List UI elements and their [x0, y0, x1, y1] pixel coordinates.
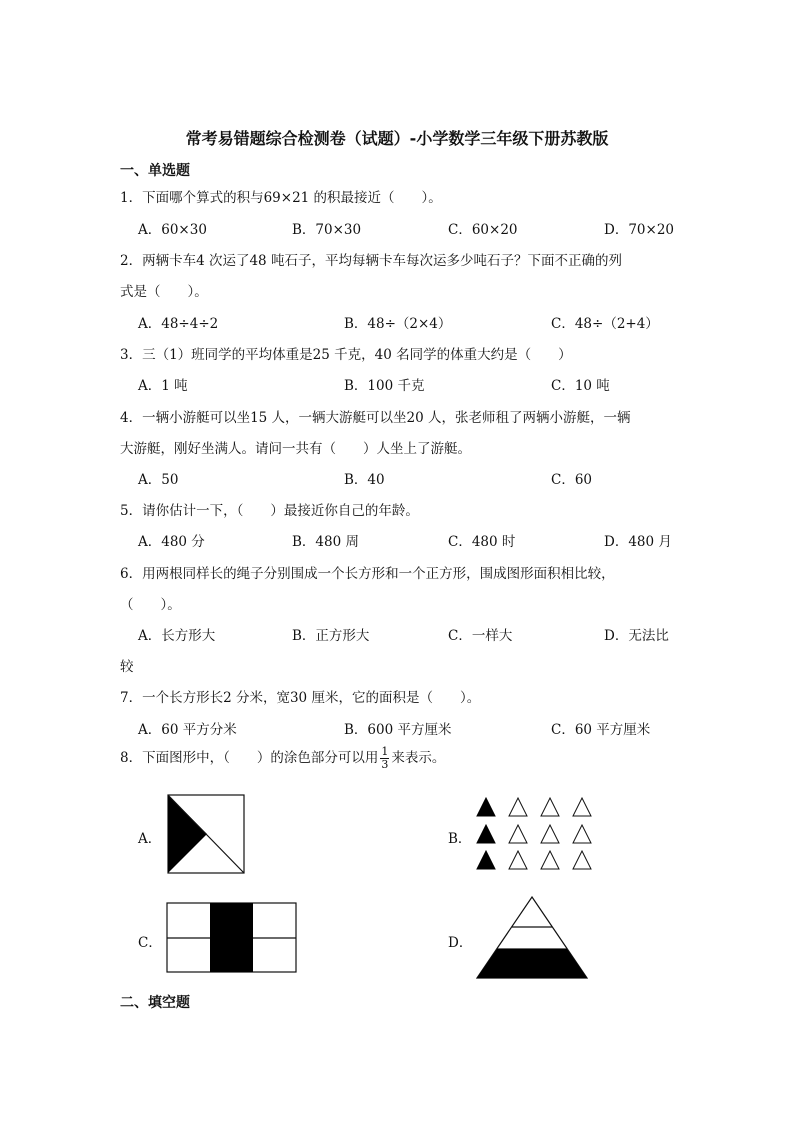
- triangle-row-1: [477, 798, 591, 816]
- shaded-column: [210, 903, 253, 972]
- q6-option-a[interactable]: A．长方形大: [138, 628, 216, 644]
- q8-option-a-label[interactable]: A．: [138, 831, 162, 847]
- question-8-text-before: 8．下面图形中，（ ）的涂色部分可以用: [120, 750, 379, 766]
- q6-option-b[interactable]: B．正方形大: [292, 628, 370, 644]
- q1-option-d[interactable]: D．70×20: [604, 222, 674, 238]
- empty-triangle: [541, 798, 559, 816]
- filled-triangle: [477, 798, 495, 816]
- q1-option-c[interactable]: C．60×20: [448, 222, 518, 238]
- filled-triangle: [477, 851, 495, 869]
- q3-option-a[interactable]: A．1 吨: [138, 378, 188, 394]
- question-3-text: 3．三（1）班同学的平均体重是25 千克，40 名同学的体重大约是（ ）: [120, 347, 572, 363]
- q7-option-b[interactable]: B．600 平方厘米: [344, 722, 452, 738]
- question-1-text: 1．下面哪个算式的积与69×21 的积最接近（ ）。: [120, 190, 442, 206]
- q7-option-a[interactable]: A．60 平方分米: [138, 722, 237, 738]
- q5-option-a[interactable]: A．480 分: [138, 534, 205, 550]
- question-8-text: [120, 746, 445, 771]
- q4-option-c[interactable]: C．60: [551, 472, 593, 488]
- q2-option-c[interactable]: C．48÷（2+4）: [551, 316, 659, 332]
- page-title: 常考易错题综合检测卷（试题）-小学数学三年级下册苏教版: [185, 129, 609, 148]
- q4-option-a[interactable]: A．50: [138, 472, 179, 488]
- empty-triangle: [573, 798, 591, 816]
- question-6-line-1: 6．用两根同样长的绳子分别围成一个长方形和一个正方形，围成图形面积相比较，: [120, 566, 615, 582]
- empty-triangle: [573, 851, 591, 869]
- empty-triangle: [509, 825, 527, 843]
- q3-option-b[interactable]: B．100 千克: [344, 378, 425, 394]
- question-4-line-2: 大游艇，刚好坐满人。请问一共有（ ）人坐上了游艇。: [120, 441, 471, 457]
- question-6-line-2: （ ）。: [120, 597, 181, 613]
- section-heading-single-choice: 一、单选题: [120, 163, 190, 179]
- question-8-text-after: 来表示。: [391, 750, 446, 766]
- section-heading-fill-in: 二、填空题: [120, 995, 190, 1011]
- q8-figure-c[interactable]: [166, 902, 298, 974]
- q2-option-b[interactable]: B．48÷（2×4）: [344, 316, 452, 332]
- question-2-line-2: 式是（ ）。: [120, 284, 208, 300]
- question-5-text: 5．请你估计一下，（ ）最接近你自己的年龄。: [120, 503, 419, 519]
- q4-option-b[interactable]: B．40: [344, 472, 385, 488]
- fraction-numerator: 1: [381, 745, 389, 758]
- q1-option-b[interactable]: B．70×30: [292, 222, 362, 238]
- q5-option-b[interactable]: B．480 周: [292, 534, 359, 550]
- question-7-text: 7．一个长方形长2 分米，宽30 厘米，它的面积是（ ）。: [120, 690, 481, 706]
- question-2-line-1: 2．两辆卡车4 次运了48 吨石子，平均每辆卡车每次运多少吨石子？下面不正确的列: [120, 253, 622, 269]
- q7-option-c[interactable]: C．60 平方厘米: [551, 722, 651, 738]
- triangle-row-2: [477, 825, 591, 843]
- q6-option-d[interactable]: D．无法比: [604, 628, 669, 644]
- empty-triangle: [541, 851, 559, 869]
- q3-option-c[interactable]: C．10 吨: [551, 378, 610, 394]
- q6-option-d-wrap: 较: [120, 659, 134, 675]
- question-4-line-1: 4．一辆小游艇可以坐15 人，一辆大游艇可以坐20 人，张老师租了两辆小游艇，一辆: [120, 410, 631, 426]
- empty-triangle: [541, 825, 559, 843]
- fraction-one-third: [380, 746, 389, 771]
- q6-option-c[interactable]: C．一样大: [448, 628, 513, 644]
- q8-figure-d[interactable]: [476, 896, 588, 980]
- q8-option-b-label[interactable]: B．: [448, 831, 472, 847]
- triangle-row-3: [477, 851, 591, 869]
- q5-option-c[interactable]: C．480 时: [448, 534, 516, 550]
- empty-triangle: [509, 851, 527, 869]
- q5-option-d[interactable]: D．480 月: [604, 534, 672, 550]
- fraction-denominator: 3: [381, 758, 389, 771]
- empty-triangle: [509, 798, 527, 816]
- q1-option-a[interactable]: A．60×30: [138, 222, 207, 238]
- q2-option-a[interactable]: A．48÷4÷2: [138, 316, 219, 332]
- q8-option-d-label[interactable]: D．: [448, 935, 473, 951]
- q8-option-c-label[interactable]: C．: [138, 935, 162, 951]
- empty-triangle: [573, 825, 591, 843]
- q8-figure-a[interactable]: [167, 794, 245, 874]
- filled-triangle: [477, 825, 495, 843]
- q8-figure-b[interactable]: [476, 796, 600, 872]
